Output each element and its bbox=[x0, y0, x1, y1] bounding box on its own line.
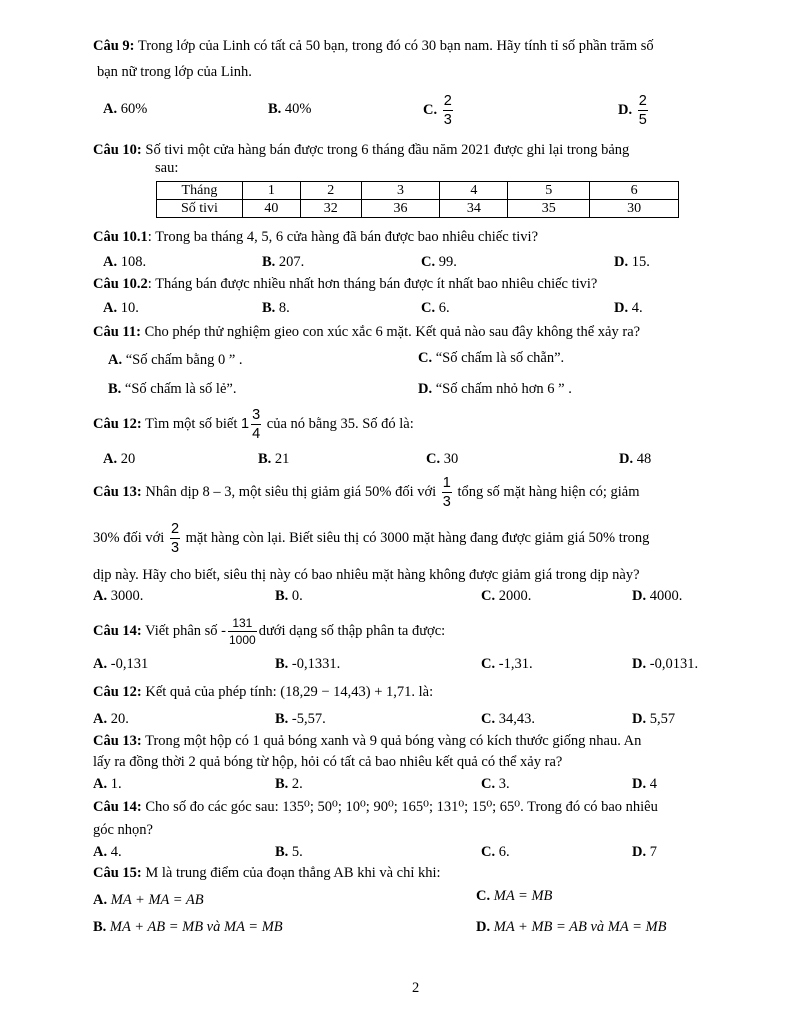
q10-2-option-a[interactable] bbox=[103, 299, 139, 317]
option-text: 0. bbox=[291, 588, 303, 604]
q15-text: M là trung điểm của đoạn thẳng AB khi và chỉ khi: bbox=[141, 865, 441, 881]
numerator: 2 bbox=[638, 94, 648, 112]
q13a-stem-line3: dịp này. Hãy cho biết, siêu thị này có bao nhiêu mặt hàng không được giảm giá trong dịp này? bbox=[93, 567, 640, 583]
q14a-option-b[interactable] bbox=[275, 655, 340, 673]
option-label: C. bbox=[421, 254, 436, 270]
q14a-option-d[interactable] bbox=[632, 655, 698, 673]
q11-stem bbox=[93, 323, 640, 341]
q15-option-c[interactable] bbox=[476, 887, 552, 905]
fraction bbox=[251, 408, 261, 442]
option-label: A. bbox=[103, 451, 118, 467]
option-text: 10. bbox=[120, 300, 139, 316]
q13a-label: Câu 13: bbox=[93, 484, 142, 500]
option-label: C. bbox=[481, 776, 496, 792]
option-text: 2. bbox=[291, 776, 303, 792]
option-label: C. bbox=[423, 102, 438, 118]
option-label: B. bbox=[108, 381, 122, 397]
option-text: 30 bbox=[443, 451, 459, 467]
denominator: 3 bbox=[442, 494, 451, 511]
option-text: 1. bbox=[110, 776, 122, 792]
q14b-option-b[interactable] bbox=[275, 843, 303, 861]
q10-2-label: Câu 10.2 bbox=[93, 276, 148, 292]
option-text: 15. bbox=[631, 254, 650, 270]
option-label: B. bbox=[275, 711, 289, 727]
q12b-option-b[interactable] bbox=[275, 710, 326, 728]
q15-option-a[interactable] bbox=[93, 891, 204, 909]
option-label: C. bbox=[421, 300, 436, 316]
q12b-option-a[interactable] bbox=[93, 710, 129, 728]
q12a-label: Câu 12: bbox=[93, 416, 142, 432]
q13a-text4: mặt hàng còn lại. Biết siêu thị có 3000 mặt hàng đang được giảm giá 50% trong bbox=[182, 530, 650, 546]
q10-1-label: Câu 10.1 bbox=[93, 229, 148, 245]
q10-2-stem bbox=[93, 275, 597, 293]
denominator: 3 bbox=[170, 540, 180, 557]
denominator: 3 bbox=[443, 112, 452, 129]
q9-label: Câu 9: bbox=[93, 38, 135, 54]
q13b-stem-line2: lấy ra đồng thời 2 quả bóng từ hộp, hỏi có tất cả bao nhiêu kết quả có thể xảy ra? bbox=[93, 754, 563, 770]
q10-2-option-d[interactable] bbox=[614, 299, 643, 317]
option-text: 2000. bbox=[498, 588, 532, 604]
q10-1-stem bbox=[93, 228, 538, 246]
option-text: “Số chấm bằng 0 ” . bbox=[125, 352, 243, 368]
option-label: A. bbox=[93, 844, 108, 860]
q10-label: Câu 10: bbox=[93, 142, 142, 158]
option-text: MA = MB bbox=[493, 888, 553, 904]
table-cell: 3 bbox=[361, 182, 440, 200]
q12a-option-d[interactable] bbox=[619, 450, 651, 468]
table-cell: 4 bbox=[440, 182, 508, 200]
q9-option-d[interactable] bbox=[618, 90, 650, 130]
q10-1-option-c[interactable] bbox=[421, 253, 457, 271]
page-number: 2 bbox=[412, 980, 420, 996]
q14b-option-c[interactable] bbox=[481, 843, 510, 861]
option-label: D. bbox=[619, 451, 634, 467]
option-label: C. bbox=[481, 656, 496, 672]
option-text: 21 bbox=[274, 451, 290, 467]
option-text: MA + MB = AB và MA = MB bbox=[493, 919, 667, 935]
option-text: -0,0131. bbox=[649, 656, 699, 672]
option-text: MA + AB = MB và MA = MB bbox=[109, 919, 283, 935]
table-row bbox=[157, 200, 679, 218]
q9-option-b[interactable] bbox=[268, 100, 312, 118]
option-label: B. bbox=[275, 844, 289, 860]
option-text: 34,43. bbox=[498, 711, 535, 727]
q10-2-option-b[interactable] bbox=[262, 299, 290, 317]
option-label: D. bbox=[632, 656, 647, 672]
option-text: 4 bbox=[649, 776, 657, 792]
table-row-header: Tháng bbox=[157, 182, 243, 200]
q12b-stem bbox=[93, 683, 433, 701]
option-text: 20. bbox=[110, 711, 129, 727]
option-text: 4. bbox=[110, 844, 122, 860]
option-label: D. bbox=[476, 919, 491, 935]
denominator: 5 bbox=[638, 112, 647, 129]
option-text: 99. bbox=[438, 254, 457, 270]
q11-option-c[interactable] bbox=[418, 349, 564, 367]
option-label: A. bbox=[103, 101, 118, 117]
option-label: A. bbox=[103, 254, 118, 270]
table-cell: 36 bbox=[361, 200, 440, 218]
q14b-stem bbox=[93, 798, 658, 816]
option-text: “Số chấm nhỏ hơn 6 ” . bbox=[435, 381, 572, 397]
option-label: C. bbox=[426, 451, 441, 467]
fraction bbox=[228, 617, 257, 646]
option-label: B. bbox=[262, 254, 276, 270]
q14b-option-d[interactable] bbox=[632, 843, 657, 861]
option-text: 3000. bbox=[110, 588, 144, 604]
q12a-option-b[interactable] bbox=[258, 450, 289, 468]
fraction bbox=[170, 522, 180, 556]
q13a-stem bbox=[93, 470, 640, 514]
q15-option-b[interactable] bbox=[93, 918, 283, 936]
q13a-option-a[interactable] bbox=[93, 587, 143, 605]
table-cell: 35 bbox=[508, 200, 590, 218]
q12a-option-c[interactable] bbox=[426, 450, 458, 468]
table-cell: 34 bbox=[440, 200, 508, 218]
option-label: B. bbox=[93, 919, 107, 935]
option-text: 8. bbox=[278, 300, 290, 316]
table-cell: 32 bbox=[300, 200, 361, 218]
tv-sales-table bbox=[156, 181, 679, 218]
q14a-option-c[interactable] bbox=[481, 655, 533, 673]
q10-text1: Số tivi một cửa hàng bán được trong 6 tháng đầu năm 2021 được ghi lại trong bảng bbox=[141, 142, 630, 158]
option-text: -0,1331. bbox=[291, 656, 341, 672]
q13a-option-c[interactable] bbox=[481, 587, 531, 605]
numerator: 3 bbox=[251, 408, 261, 426]
q14b-text1: Cho số đo các góc sau: 135⁰; 50⁰; 10⁰; 90⁰; 165⁰; 131⁰; 15⁰; 65⁰. Trong đó có bao nhiêu bbox=[141, 799, 658, 815]
option-text: 5. bbox=[291, 844, 303, 860]
option-label: D. bbox=[632, 844, 647, 860]
q10-1-option-b[interactable] bbox=[262, 253, 304, 271]
option-text: “Số chấm là số chẵn”. bbox=[435, 350, 565, 366]
q13a-option-b[interactable] bbox=[275, 587, 303, 605]
q9-option-a[interactable] bbox=[103, 100, 147, 118]
option-text: “Số chấm là số lẻ”. bbox=[124, 381, 237, 397]
option-label: B. bbox=[275, 776, 289, 792]
q15-stem bbox=[93, 864, 441, 882]
option-text: 4000. bbox=[649, 588, 683, 604]
option-label: D. bbox=[618, 102, 633, 118]
table-cell: 40 bbox=[242, 200, 300, 218]
q13b-option-b[interactable] bbox=[275, 775, 303, 793]
q10-stem bbox=[93, 141, 629, 159]
q14a-option-a[interactable] bbox=[93, 655, 148, 673]
q13b-label: Câu 13: bbox=[93, 733, 142, 749]
option-text: 20 bbox=[120, 451, 136, 467]
option-label: C. bbox=[481, 711, 496, 727]
q9-stem bbox=[93, 37, 654, 55]
table-cell: 6 bbox=[590, 182, 679, 200]
option-label: D. bbox=[614, 300, 629, 316]
q14a-label: Câu 14: bbox=[93, 623, 142, 639]
option-label: C. bbox=[418, 350, 433, 366]
q13a-option-d[interactable] bbox=[632, 587, 682, 605]
option-label: C. bbox=[481, 588, 496, 604]
q12a-option-a[interactable] bbox=[103, 450, 135, 468]
table-cell: 1 bbox=[242, 182, 300, 200]
q10-2-text: : Tháng bán được nhiều nhất hơn tháng bán được ít nhất bao nhiêu chiếc tivi? bbox=[147, 276, 598, 292]
q13b-text1: Trong một hộp có 1 quả bóng xanh và 9 quả bóng vàng có kích thước giống nhau. An bbox=[141, 733, 642, 749]
option-label: A. bbox=[103, 300, 118, 316]
option-label: D. bbox=[632, 588, 647, 604]
q13b-option-c[interactable] bbox=[481, 775, 510, 793]
option-text: 6. bbox=[498, 844, 510, 860]
option-text: 7 bbox=[649, 844, 657, 860]
q13b-option-d[interactable] bbox=[632, 775, 657, 793]
denominator: 4 bbox=[252, 426, 261, 443]
fraction bbox=[638, 94, 648, 128]
q15-option-d[interactable] bbox=[476, 918, 666, 936]
table-cell: 2 bbox=[300, 182, 361, 200]
q11-option-b[interactable] bbox=[108, 380, 236, 398]
option-label: C. bbox=[476, 888, 491, 904]
mixed-number-whole: 1 bbox=[240, 416, 250, 432]
q12b-label: Câu 12: bbox=[93, 684, 142, 700]
option-label: A. bbox=[93, 656, 108, 672]
option-label: A. bbox=[108, 352, 123, 368]
option-label: A. bbox=[93, 892, 108, 908]
q11-label: Câu 11: bbox=[93, 324, 141, 340]
q12a-text2: của nó bằng 35. Số đó là: bbox=[263, 416, 414, 432]
option-label: B. bbox=[275, 588, 289, 604]
option-text: -5,57. bbox=[291, 711, 326, 727]
numerator: 131 bbox=[228, 617, 257, 632]
q9-stem-line2: bạn nữ trong lớp của Linh. bbox=[97, 64, 252, 80]
denominator: 1000 bbox=[229, 633, 256, 648]
q13b-option-a[interactable] bbox=[93, 775, 122, 793]
q11-text: Cho phép thử nghiệm gieo con xúc xắc 6 mặt. Kết quả nào sau đây không thể xảy ra? bbox=[140, 324, 641, 340]
q13a-text3: 30% đối với bbox=[93, 530, 168, 546]
q9-text1: Trong lớp của Linh có tất cả 50 bạn, trong đó có 30 bạn nam. Hãy tính tỉ số phần trăm số bbox=[134, 38, 654, 54]
option-text: 6. bbox=[438, 300, 450, 316]
table-cell: 30 bbox=[590, 200, 679, 218]
q10-2-option-c[interactable] bbox=[421, 299, 450, 317]
q13a-text1: Nhân dịp 8 – 3, một siêu thị giảm giá 50% đối với bbox=[141, 484, 440, 500]
q14a-text2: dưới dạng số thập phân ta được: bbox=[258, 623, 446, 639]
q13a-text2: tổng số mặt hàng hiện có; giảm bbox=[453, 484, 640, 500]
option-text: 3. bbox=[498, 776, 510, 792]
option-label: B. bbox=[258, 451, 272, 467]
q14a-text1: Viết phân số - bbox=[141, 623, 226, 639]
table-row-header: Số tivi bbox=[157, 200, 243, 218]
numerator: 2 bbox=[443, 94, 453, 112]
q10-1-option-a[interactable] bbox=[103, 253, 146, 271]
option-text: 48 bbox=[636, 451, 652, 467]
q9-option-c[interactable] bbox=[423, 90, 455, 130]
option-label: B. bbox=[268, 101, 282, 117]
q13a-stem-line2 bbox=[93, 516, 649, 560]
q14b-option-a[interactable] bbox=[93, 843, 122, 861]
option-text: -1,31. bbox=[498, 656, 533, 672]
numerator: 2 bbox=[170, 522, 180, 540]
option-label: B. bbox=[275, 656, 289, 672]
option-text: 207. bbox=[278, 254, 305, 270]
option-text: 60% bbox=[120, 101, 148, 117]
option-label: D. bbox=[632, 711, 647, 727]
q10-stem-line2: sau: bbox=[155, 160, 179, 176]
q12b-text: Kết quả của phép tính: (18,29 − 14,43) + 1,71. là: bbox=[141, 684, 434, 700]
q12a-text1: Tìm một số biết bbox=[141, 416, 241, 432]
q11-option-a[interactable] bbox=[108, 351, 243, 369]
q10-1-option-d[interactable] bbox=[614, 253, 650, 271]
option-label: B. bbox=[262, 300, 276, 316]
table-cell: 5 bbox=[508, 182, 590, 200]
option-label: C. bbox=[481, 844, 496, 860]
fraction bbox=[442, 476, 452, 510]
q12b-option-c[interactable] bbox=[481, 710, 535, 728]
q14b-stem-line2: góc nhọn? bbox=[93, 822, 153, 838]
fraction bbox=[443, 94, 453, 128]
numerator: 1 bbox=[442, 476, 452, 494]
option-text: MA + MA = AB bbox=[110, 892, 204, 908]
option-label: A. bbox=[93, 588, 108, 604]
q12b-option-d[interactable] bbox=[632, 710, 675, 728]
q12a-stem bbox=[93, 404, 414, 444]
q14b-label: Câu 14: bbox=[93, 799, 142, 815]
q11-option-d[interactable] bbox=[418, 380, 572, 398]
option-text: 108. bbox=[120, 254, 147, 270]
table-row bbox=[157, 182, 679, 200]
option-text: 4. bbox=[631, 300, 643, 316]
q14a-stem bbox=[93, 611, 445, 651]
option-text: 40% bbox=[284, 101, 312, 117]
option-label: D. bbox=[418, 381, 433, 397]
option-text: -0,131 bbox=[110, 656, 149, 672]
option-label: D. bbox=[632, 776, 647, 792]
q10-1-text: : Trong ba tháng 4, 5, 6 cửa hàng đã bán được bao nhiêu chiếc tivi? bbox=[147, 229, 539, 245]
option-text: 5,57 bbox=[649, 711, 676, 727]
option-label: A. bbox=[93, 711, 108, 727]
option-label: A. bbox=[93, 776, 108, 792]
q13b-stem bbox=[93, 732, 641, 750]
option-label: D. bbox=[614, 254, 629, 270]
q15-label: Câu 15: bbox=[93, 865, 142, 881]
